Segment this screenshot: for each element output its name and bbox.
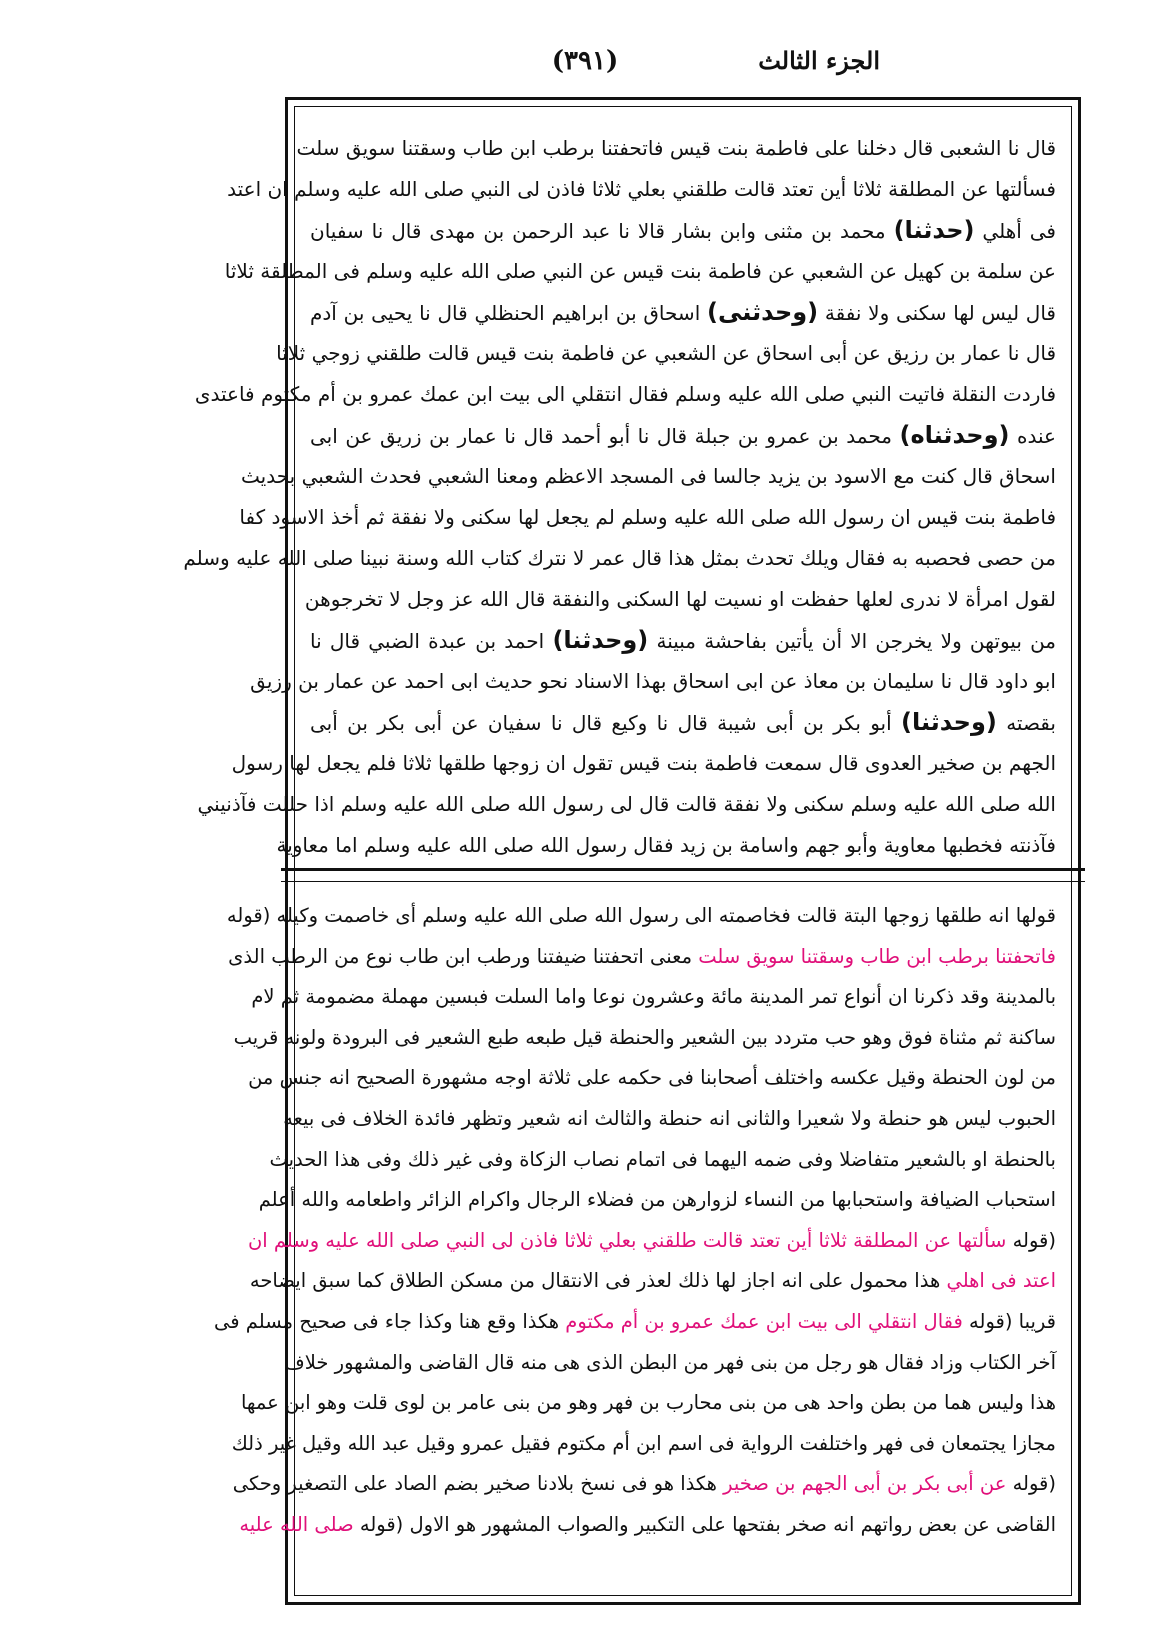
text-segment: من لون الحنطة وقيل عكسه واختلف أصحابنا فى حكمه على ثلاثة اوجه مشهورة الصحيح انه جنس من [248, 1066, 1056, 1090]
commentary-line [269, 1140, 1056, 1181]
text-segment: (قوله [1006, 1228, 1056, 1252]
commentary-line [231, 1424, 1056, 1465]
commentary-line [228, 937, 1056, 978]
text-segment: قولها انه طلقها زوجها البتة قالت فخاصمته الى رسول الله صلى الله عليه وسلم أى خاصمت وكيله (قوله [226, 904, 1056, 927]
highlighted-quote: اعتد فى اهلي [946, 1269, 1056, 1293]
hadith-line [241, 456, 1056, 497]
commentary-line [283, 1099, 1056, 1140]
hadith-line [276, 333, 1056, 374]
narration-marker: (وحدثنا) [552, 626, 649, 654]
text-segment: فى أهلي [974, 219, 1056, 243]
text-segment: (قوله [1006, 1472, 1056, 1496]
commentary-line [251, 977, 1056, 1018]
commentary-line [248, 1058, 1056, 1099]
text-segment: فاطمة بنت قيس ان رسول الله صلى الله عليه وسلم لم يجعل لها سكنى ولا نفقة ثم أخذ الاسود كفا [239, 505, 1056, 529]
hadith-line [296, 128, 1056, 169]
text-segment: هذا محمول على انه اجاز لها ذلك لعذر فى الانتقال من مسكن الطلاق كما سبق ايضاحه [249, 1269, 947, 1293]
text-segment: فسألتها عن المطلقة ثلاثا أين تعتد قالت طلقني بعلي ثلاثا فاذن لى النبي صلى الله عليه وسلم ان اعتد [227, 177, 1056, 201]
text-segment: اسحاق بن ابراهيم الحنظلي قال نا يحيى بن آدم [310, 301, 708, 325]
text-segment: مجازا يجتمعان فى فهر واختلفت الرواية فى اسم ابن أم مكتوم فقيل عمرو وقيل عبد الله وقيل غير ذلك [231, 1431, 1056, 1455]
narration-marker: (وحدثنا) [901, 708, 997, 736]
hadith-line [310, 210, 1056, 251]
text-segment: معنى اتحفتنا ضيفتنا ورطب ابن طاب نوع من الرطب الذى [228, 944, 699, 968]
text-segment: قال نا الشعبى قال دخلنا على فاطمة بنت قيس فاتحفتنا برطب ابن طاب وسقتنا سويق سلت [296, 136, 1056, 160]
text-segment: من بيوتهن ولا يخرجن الا أن يأتين بفاحشة مبينة [648, 629, 1057, 653]
text-segment: بقصته [996, 711, 1056, 735]
text-segment: من حصى فحصبه به فقال ويلك تحدث بمثل هذا قال عمر لا نترك كتاب الله وسنة نبينا صلى الله عليه وسلم [183, 546, 1056, 570]
narration-marker: (حدثنا) [893, 216, 975, 244]
hadith-line [231, 743, 1056, 784]
text-segment: بالحنطة او بالشعير متفاضلا وفى ضمه اليهما فى اتمام نصاب الزكاة وفى غير ذلك وفى هذا الحديث [269, 1147, 1056, 1171]
text-segment: القاضى عن بعض رواتهم انه صخر بفتحها على التكبير والصواب المشهور هو الاول (قوله [353, 1512, 1056, 1536]
hadith-line [310, 292, 1056, 333]
text-segment: قال ليس لها سكنى ولا نفقة [818, 301, 1056, 325]
commentary-line [233, 1018, 1056, 1059]
text-segment: عن سلمة بن كهيل عن الشعبي عن فاطمة بنت قيس عن النبي صلى الله عليه وسلم فى المطلقة ثلاثا [224, 259, 1056, 283]
text-segment: بالمدينة وقد ذكرنا ان أنواع تمر المدينة مائة وعشرون نوعا واما السلت فبسين مهملة مضمومة ثم لام [251, 985, 1056, 1009]
hadith-line [310, 702, 1056, 743]
commentary-line [240, 1383, 1056, 1424]
hadith-text-block [183, 128, 1057, 866]
text-segment: قريبا (قوله [962, 1309, 1056, 1333]
hadith-line [250, 661, 1056, 702]
commentary-line [232, 1464, 1056, 1505]
text-segment: استحباب الضيافة واستحبابها من النساء لزوارهن من فضلاء الرجال واكرام الزائر واطعامه والله أعلم [258, 1188, 1056, 1212]
hadith-line [197, 784, 1056, 825]
commentary-line [249, 1261, 1056, 1302]
text-segment: اسحاق قال كنت مع الاسود بن يزيد جالسا فى المسجد الاعظم ومعنا الشعبي فحدث الشعبي بحديث [241, 464, 1056, 488]
text-segment: هكذا وقع هنا وكذا جاء فى صحيح مسلم فى [213, 1309, 566, 1333]
hadith-line [227, 169, 1056, 210]
text-segment: عنده [1009, 424, 1056, 448]
page-frame [183, 97, 1081, 1605]
text-segment: احمد بن عبدة الضبي قال نا [310, 629, 553, 653]
commentary-text-block [213, 896, 1056, 1546]
text-segment: ابو داود قال نا سليمان بن معاذ عن ابى اسحاق بهذا الاسناد نحو حديث ابى احمد عن عمار بن رزيق [250, 669, 1056, 693]
commentary-line [258, 1180, 1056, 1221]
narration-marker: (وحدثناه) [899, 421, 1010, 449]
narration-marker: (وحدثنى) [707, 298, 819, 326]
highlighted-quote: عن أبى بكر بن أبى الجهم بن صخير [723, 1472, 1007, 1496]
commentary-line [239, 1505, 1056, 1546]
text-segment: فآذنته فخطبها معاوية وأبو جهم واسامة بن زيد فقال رسول الله صلى الله عليه وسلم اما معاوية [276, 833, 1056, 857]
hadith-line [276, 825, 1056, 866]
commentary-line [247, 1221, 1056, 1262]
hadith-line [194, 374, 1056, 415]
page-header [290, 46, 880, 86]
section-divider [281, 868, 1085, 882]
highlighted-quote: صلى الله عليه [239, 1512, 354, 1536]
page-number: (٣٩١) [551, 46, 619, 76]
text-segment: ساكنة ثم مثناة فوق وهو حب متردد بين الشعير والحنطة قيل طبعه طبع الشعير فى البرودة ولونه قريب [233, 1025, 1056, 1049]
hadith-line [183, 538, 1056, 579]
commentary-line [213, 1302, 1056, 1343]
text-segment: أبو بكر بن أبى شيبة قال نا وكيع قال نا سفيان عن أبى بكر بن أبى [310, 711, 902, 735]
commentary-line [284, 1343, 1056, 1384]
text-segment: الله صلى الله عليه وسلم سكنى ولا نفقة قالت قال لى رسول الله صلى الله عليه وسلم اذا حللت فآذنيني [197, 792, 1056, 816]
highlighted-quote: سألتها عن المطلقة ثلاثا أين تعتد قالت طلقني بعلي ثلاثا فاذن لى النبي صلى الله عليه وسلم ان [247, 1228, 1007, 1252]
text-segment: فاردت النقلة فاتيت النبي صلى الله عليه وسلم فقال انتقلي الى بيت ابن عمك عمرو بن أم مكتوم فاعتدى [194, 382, 1056, 406]
hadith-line [239, 497, 1056, 538]
hadith-line [310, 620, 1056, 661]
hadith-line [310, 415, 1056, 456]
text-segment: محمد بن مثنى وابن بشار قالا نا عبد الرحمن بن مهدى قال نا سفيان [310, 219, 894, 243]
highlighted-quote: فقال انتقلي الى بيت ابن عمك عمرو بن أم مكتوم [565, 1309, 963, 1333]
hadith-line [304, 579, 1056, 620]
text-segment: لقول امرأة لا ندرى لعلها حفظت او نسيت لها السكنى والنفقة قال الله عز وجل لا تخرجوهن [304, 587, 1056, 611]
commentary-line [226, 896, 1056, 937]
text-segment: آخر الكتاب وزاد فقال هو رجل من بنى فهر من البطن الذى هى منه قال القاضى والمشهور خلاف [284, 1350, 1056, 1374]
text-segment: هكذا هو فى نسخ بلادنا صخير بضم الصاد على التصغير وحكى [232, 1472, 724, 1496]
text-segment: الجهم بن صخير العدوى قال سمعت فاطمة بنت قيس تقول ان زوجها طلقها ثلاثا فلم يجعل لها رسول [231, 751, 1056, 775]
text-segment: الحبوب ليس هو حنطة ولا شعيرا والثانى انه حنطة والثالث انه شعير وتظهر فائدة الخلاف فى بيعه [283, 1106, 1056, 1130]
volume-label: الجزء الثالث [758, 46, 880, 75]
hadith-line [224, 251, 1056, 292]
text-segment: محمد بن عمرو بن جبلة قال نا أبو أحمد قال نا عمار بن زريق عن ابى [310, 424, 900, 448]
text-segment: قال نا عمار بن رزيق عن أبى اسحاق عن الشعبي عن فاطمة بنت قيس قالت طلقني زوجي ثلاثا [276, 341, 1056, 365]
text-segment: هذا وليس هما من بطن واحد هى من بنى محارب بن فهر وهو من بنى عامر بن لوى قلت وهو ابن عمها [240, 1391, 1056, 1415]
highlighted-quote: فاتحفتنا برطب ابن طاب وسقتنا سويق سلت [698, 944, 1056, 968]
